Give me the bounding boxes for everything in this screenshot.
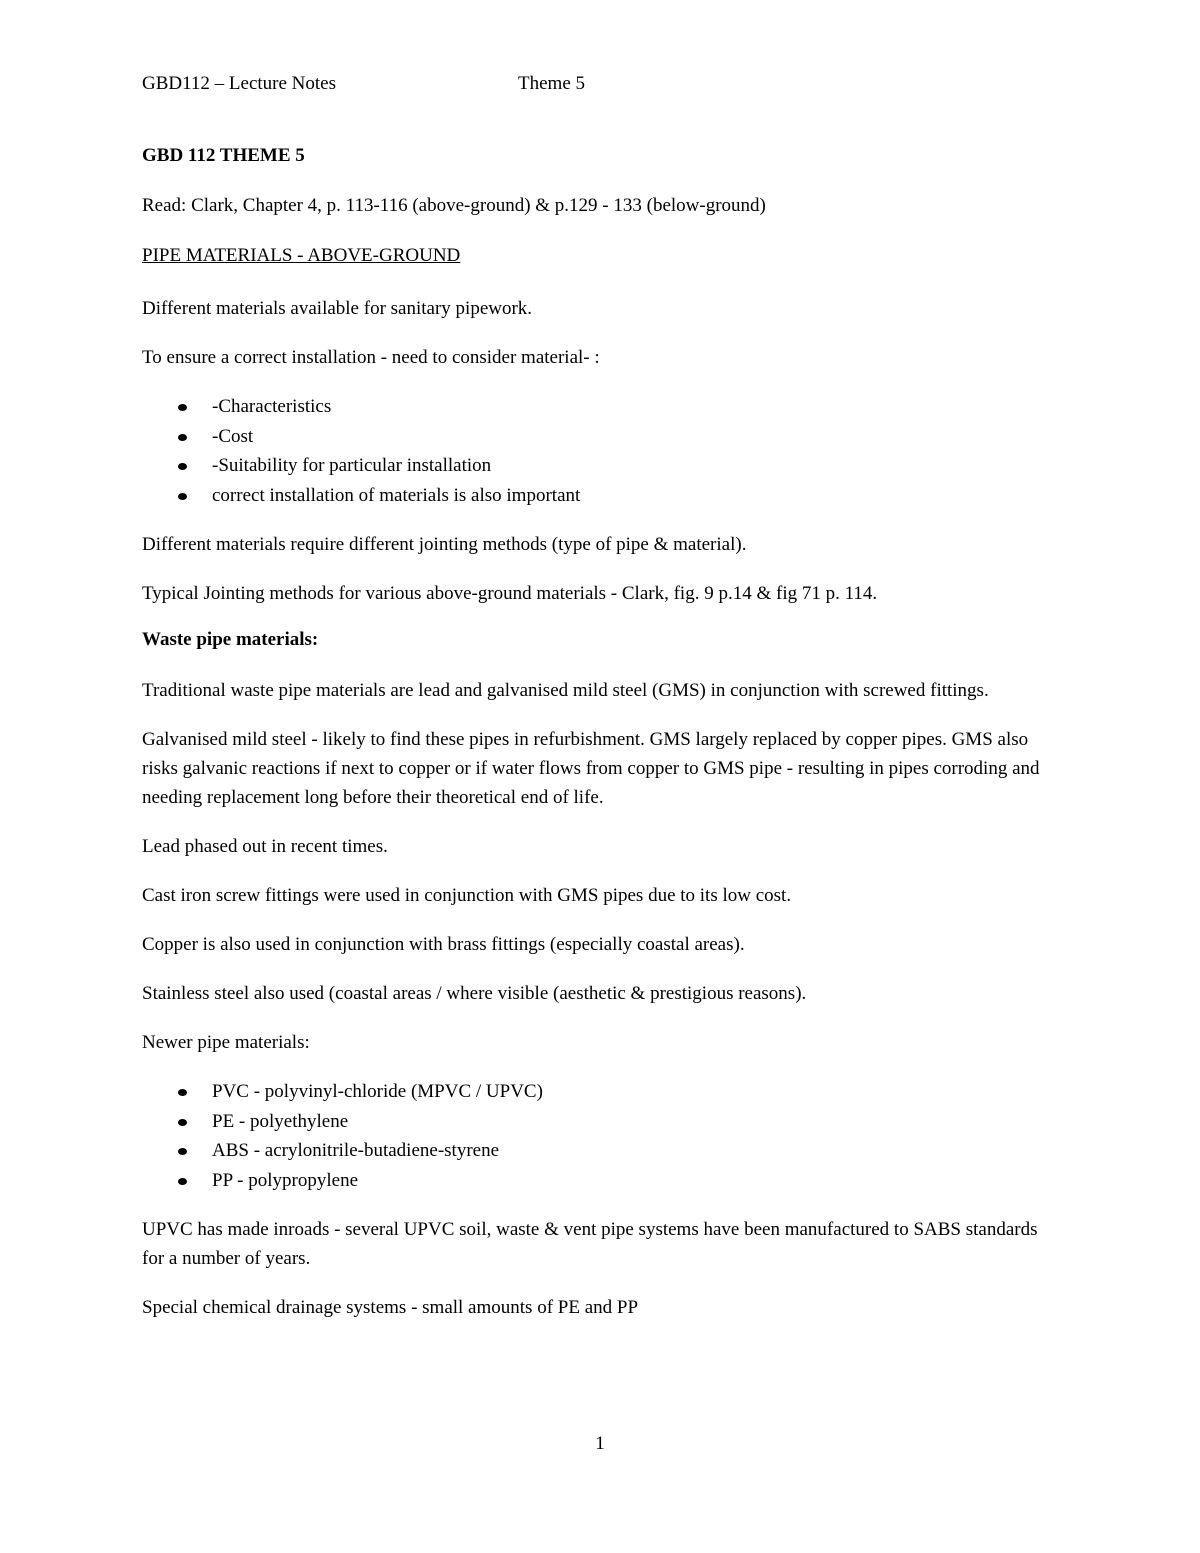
paragraph-jointing: Different materials require different jointing methods (type of pipe & material). [142, 534, 747, 555]
bullet-icon [178, 493, 187, 500]
header-theme: Theme 5 [518, 73, 586, 94]
bullet-icon [178, 404, 187, 411]
paragraph-lead: Lead phased out in recent times. [142, 836, 388, 857]
paragraph-ensure: To ensure a correct installation - need to consider material- : [142, 347, 600, 368]
bullet-icon [178, 1119, 187, 1126]
list-item: PE - polyethylene [142, 1107, 1042, 1137]
bullet-icon [178, 1178, 187, 1185]
list-item: PP - polypropylene [142, 1166, 1042, 1196]
subheading-waste-pipe: Waste pipe materials: [142, 629, 319, 650]
newer-materials-list [142, 1077, 1042, 1195]
bullet-icon [178, 1148, 187, 1155]
consider-list [142, 392, 1042, 510]
paragraph-newer: Newer pipe materials: [142, 1032, 310, 1053]
page-number: 1 [595, 1433, 605, 1454]
list-item: -Suitability for particular installation [142, 451, 1042, 481]
paragraph-cast-iron: Cast iron screw fittings were used in conjunction with GMS pipes due to its low cost. [142, 885, 792, 906]
list-item: correct installation of materials is also important [142, 481, 1042, 511]
document-body [142, 144, 1042, 1342]
paragraph-copper: Copper is also used in conjunction with brass fittings (especially coastal areas). [142, 934, 745, 955]
paragraph-stainless: Stainless steel also used (coastal areas / where visible (aesthetic & prestigious reasons). [142, 983, 807, 1004]
bullet-icon [178, 463, 187, 470]
document-title: GBD 112 THEME 5 [142, 145, 305, 166]
paragraph-intro: Different materials available for sanitary pipework. [142, 298, 533, 319]
paragraph-typical-jointing: Typical Jointing methods for various above-ground materials - Clark, fig. 9 p.14 & fig 71 p. 114. [142, 583, 878, 604]
list-item: PVC - polyvinyl-chloride (MPVC / UPVC) [142, 1077, 1042, 1107]
list-item: -Characteristics [142, 392, 1042, 422]
list-item: -Cost [142, 422, 1042, 452]
paragraph-traditional: Traditional waste pipe materials are lead and galvanised mild steel (GMS) in conjunction with screwed fittings. [142, 680, 989, 701]
bullet-icon [178, 434, 187, 441]
paragraph-galvanised: Galvanised mild steel - likely to find these pipes in refurbishment. GMS largely replaced by copper pipes. GMS also risks galvanic reactions if next to copper or if water flows from copper to GMS pipe - resulting in pipes corroding and needing replacement long before their theoretical end of life. [142, 729, 1040, 808]
paragraph-special: Special chemical drainage systems - small amounts of PE and PP [142, 1297, 639, 1318]
header-course: GBD112 – Lecture Notes [142, 73, 336, 94]
bullet-icon [178, 1089, 187, 1096]
paragraph-upvc: UPVC has made inroads - several UPVC soil, waste & vent pipe systems have been manufactured to SABS standards for a number of years. [142, 1219, 1038, 1269]
reading-reference: Read: Clark, Chapter 4, p. 113-116 (above-ground) & p.129 - 133 (below-ground) [142, 195, 766, 216]
list-item: ABS - acrylonitrile-butadiene-styrene [142, 1136, 1042, 1166]
section-heading: PIPE MATERIALS - ABOVE-GROUND [142, 245, 461, 266]
